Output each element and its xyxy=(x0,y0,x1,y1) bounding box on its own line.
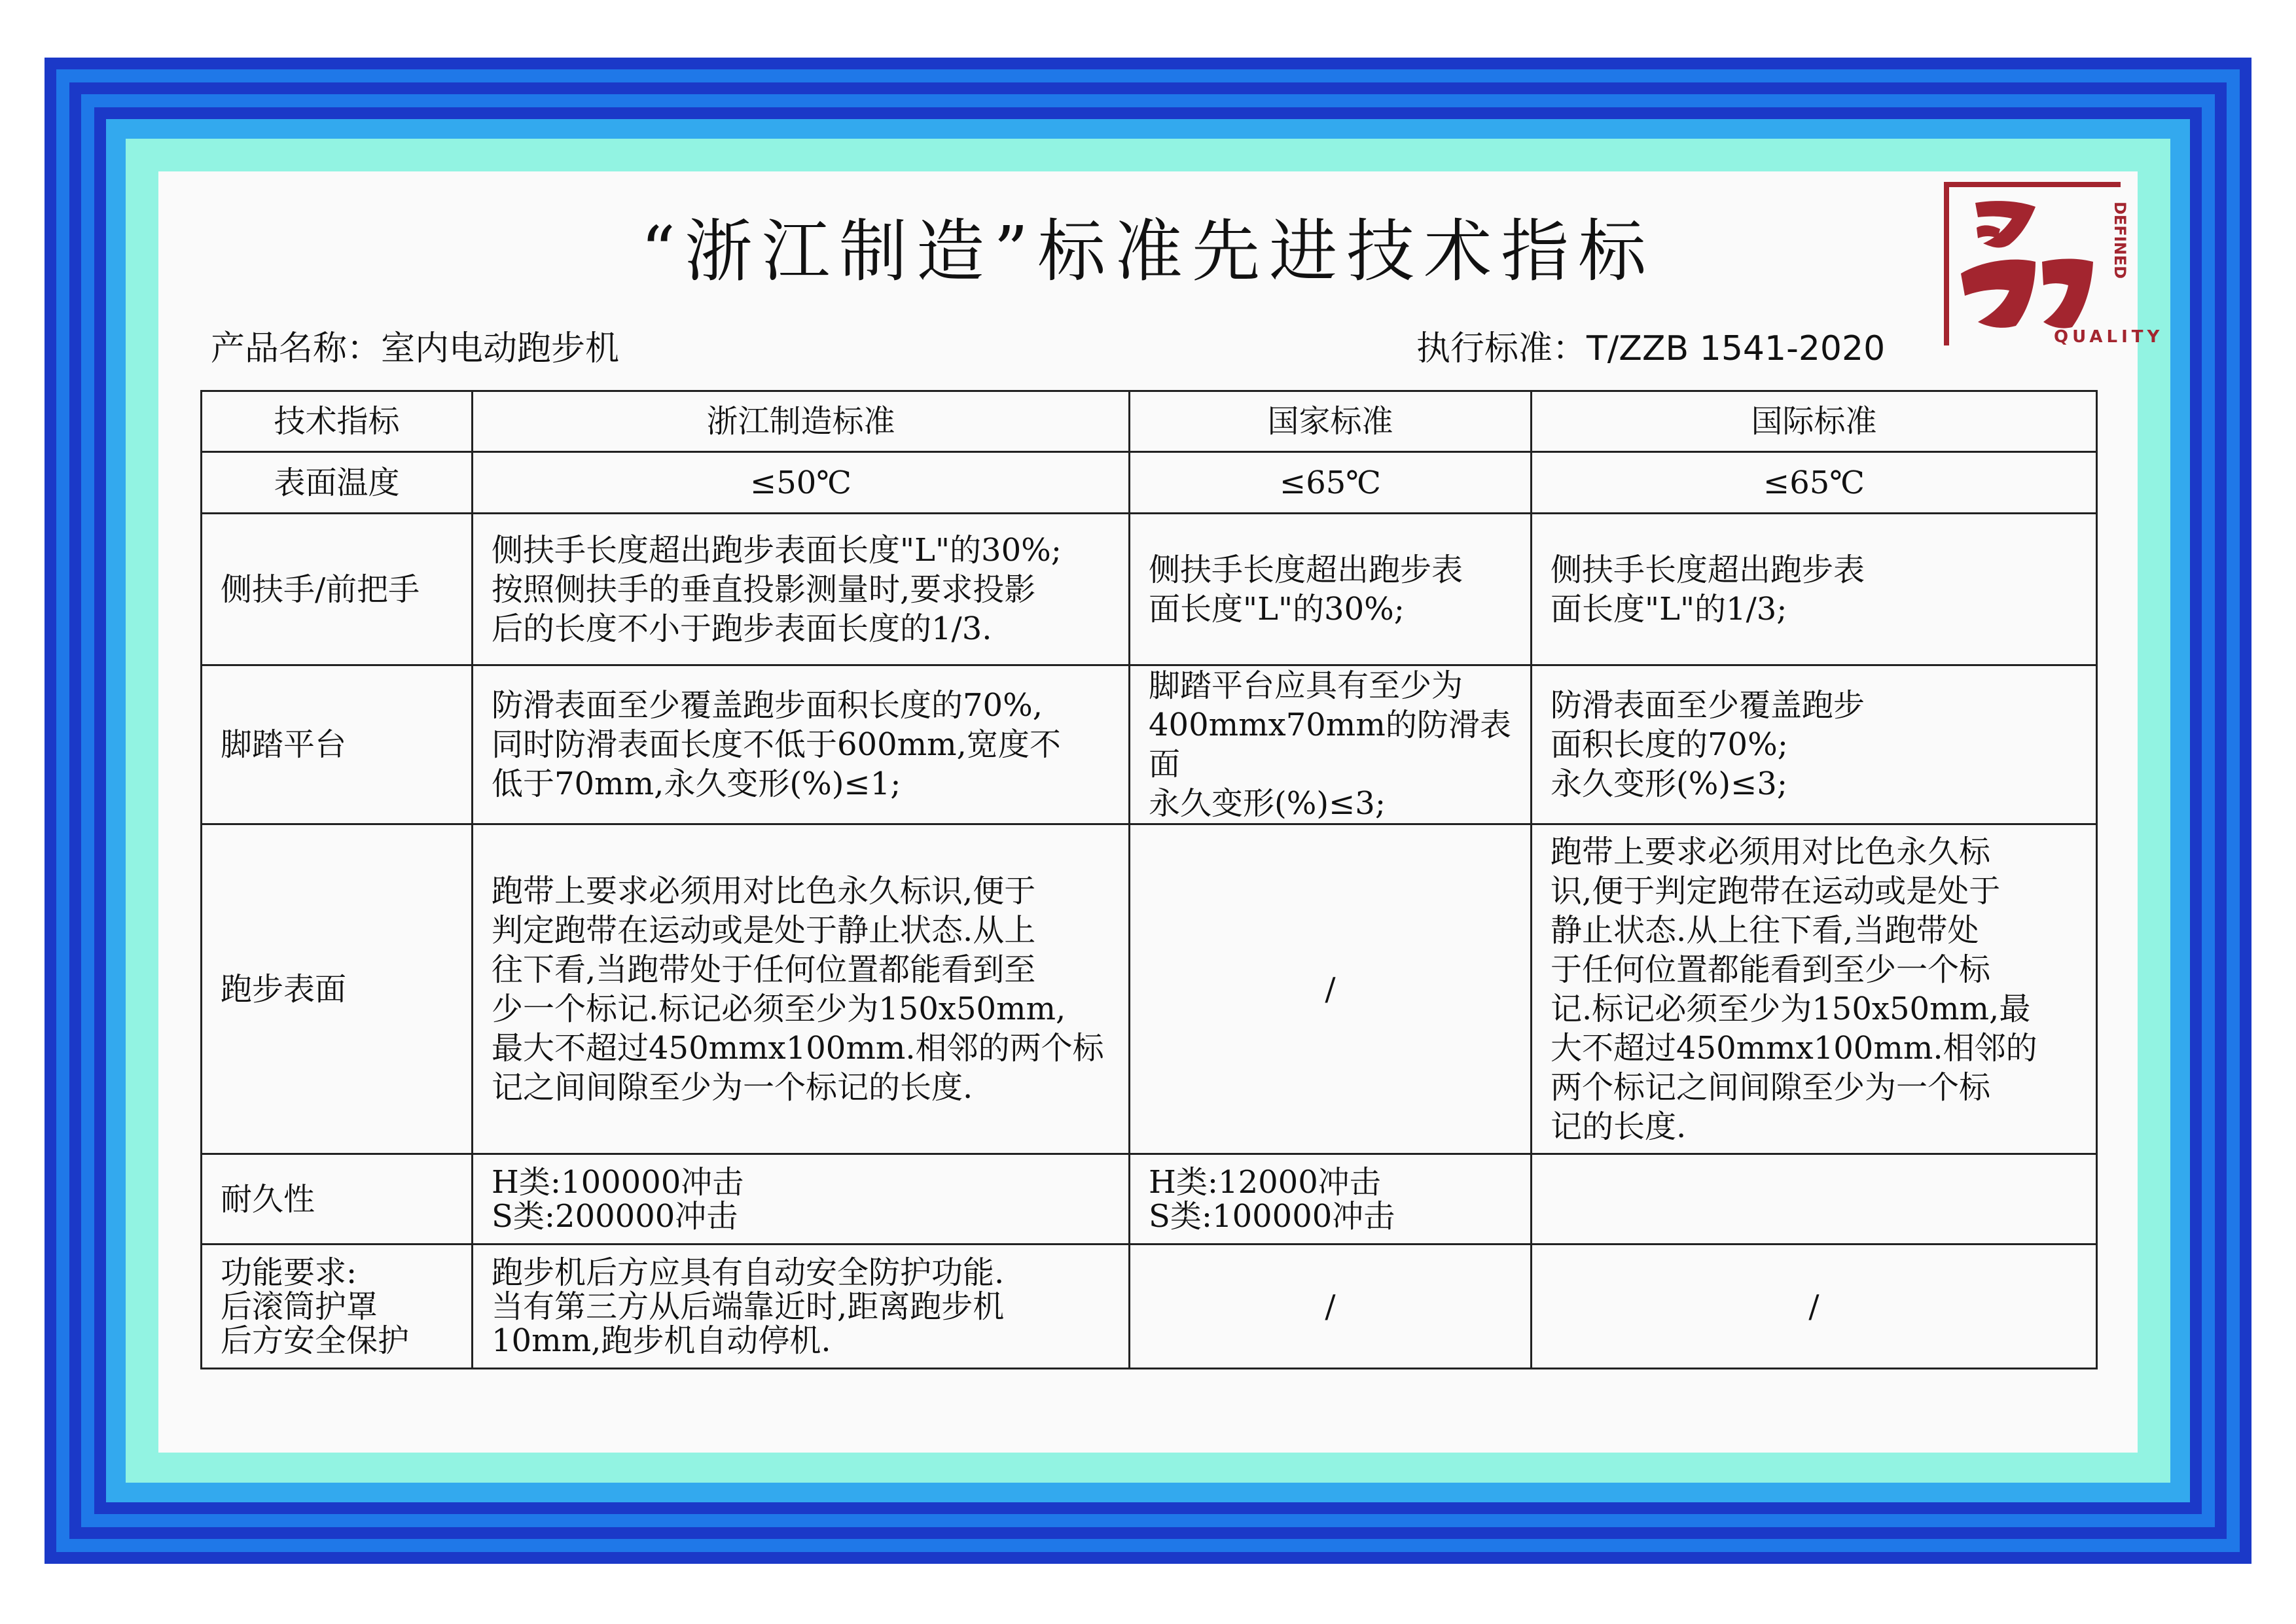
page-title: “浙江制造”标准先进技术指标 xyxy=(640,211,1656,291)
header-zhejiang: 浙江制造标准 xyxy=(473,391,1130,452)
logo-caption xyxy=(1937,175,1938,176)
table-row xyxy=(202,452,2097,514)
spec-table xyxy=(200,390,2098,1369)
table-row xyxy=(202,824,2097,1154)
table-row xyxy=(202,665,2097,824)
quality-logo xyxy=(1937,175,2164,359)
cell-international xyxy=(1532,1154,2097,1244)
cell-national: H类:12000冲击 S类:100000冲击 xyxy=(1130,1154,1532,1244)
row-name: 侧扶手/前把手 xyxy=(202,514,473,665)
cell-zhejiang: ≤50℃ xyxy=(473,452,1130,514)
header-national: 国家标准 xyxy=(1130,391,1532,452)
table-row xyxy=(202,514,2097,665)
executive-standard: 执行标准：T/ZZB 1541-2020 xyxy=(1416,329,1886,368)
logo-defined-label: DEFINED xyxy=(2111,202,2129,279)
logo-quality-label: QUALITY xyxy=(2054,327,2164,347)
row-name: 耐久性 xyxy=(202,1154,473,1244)
cell-international: / xyxy=(1532,1244,2097,1369)
product-name: 产品名称：室内电动跑步机 xyxy=(211,329,620,368)
cell-national: / xyxy=(1130,824,1532,1154)
table-row xyxy=(202,1154,2097,1244)
header-indicator: 技术指标 xyxy=(202,391,473,452)
cell-national: 脚踏平台应具有至少为 400mmx70mm的防滑表面 永久变形(%)≤3; xyxy=(1130,665,1532,824)
cell-zhejiang: 侧扶手长度超出跑步表面长度"L"的30%; 按照侧扶手的垂直投影测量时,要求投影 后的长度不小于跑步表面长度的1/3. xyxy=(473,514,1130,665)
table-row xyxy=(202,1244,2097,1369)
row-name: 功能要求: 后滚筒护罩 后方安全保护 xyxy=(202,1244,473,1369)
cell-national: / xyxy=(1130,1244,1532,1369)
row-name: 表面温度 xyxy=(202,452,473,514)
cell-zhejiang: 防滑表面至少覆盖跑步面积长度的70%, 同时防滑表面长度不低于600mm,宽度不 低于70mm,永久变形(%)≤1; xyxy=(473,665,1130,824)
cell-national: ≤65℃ xyxy=(1130,452,1532,514)
cell-zhejiang: 跑带上要求必须用对比色永久标识,便于 判定跑带在运动或是处于静止状态.从上 往下看,当跑带处于任何位置都能看到至 少一个标记.标记必须至少为150x50mm, 最大不超过450mmx100mm.相邻的两个标 记之间间隙至少为一个标记的长度. xyxy=(473,824,1130,1154)
cell-zhejiang: 跑步机后方应具有自动安全防护功能. 当有第三方从后端靠近时,距离跑步机 10mm,跑步机自动停机. xyxy=(473,1244,1130,1369)
cell-international: ≤65℃ xyxy=(1532,452,2097,514)
cell-national: 侧扶手长度超出跑步表 面长度"L"的30%; xyxy=(1130,514,1532,665)
table-header-row xyxy=(202,391,2097,452)
cell-international: 防滑表面至少覆盖跑步 面积长度的70%; 永久变形(%)≤3; xyxy=(1532,665,2097,824)
cell-international: 跑带上要求必须用对比色永久标 识,便于判定跑带在运动或是处于 静止状态.从上往下看,当跑带处 于任何位置都能看到至少一个标 记.标记必须至少为150x50mm,最 大不超过450mmx100mm.相邻的 两个标记之间间隙至少为一个标 记的长度. xyxy=(1532,824,2097,1154)
header-international: 国际标准 xyxy=(1532,391,2097,452)
row-name: 跑步表面 xyxy=(202,824,473,1154)
cell-international: 侧扶手长度超出跑步表 面长度"L"的1/3; xyxy=(1532,514,2097,665)
row-name: 脚踏平台 xyxy=(202,665,473,824)
cell-zhejiang: H类:100000冲击 S类:200000冲击 xyxy=(473,1154,1130,1244)
